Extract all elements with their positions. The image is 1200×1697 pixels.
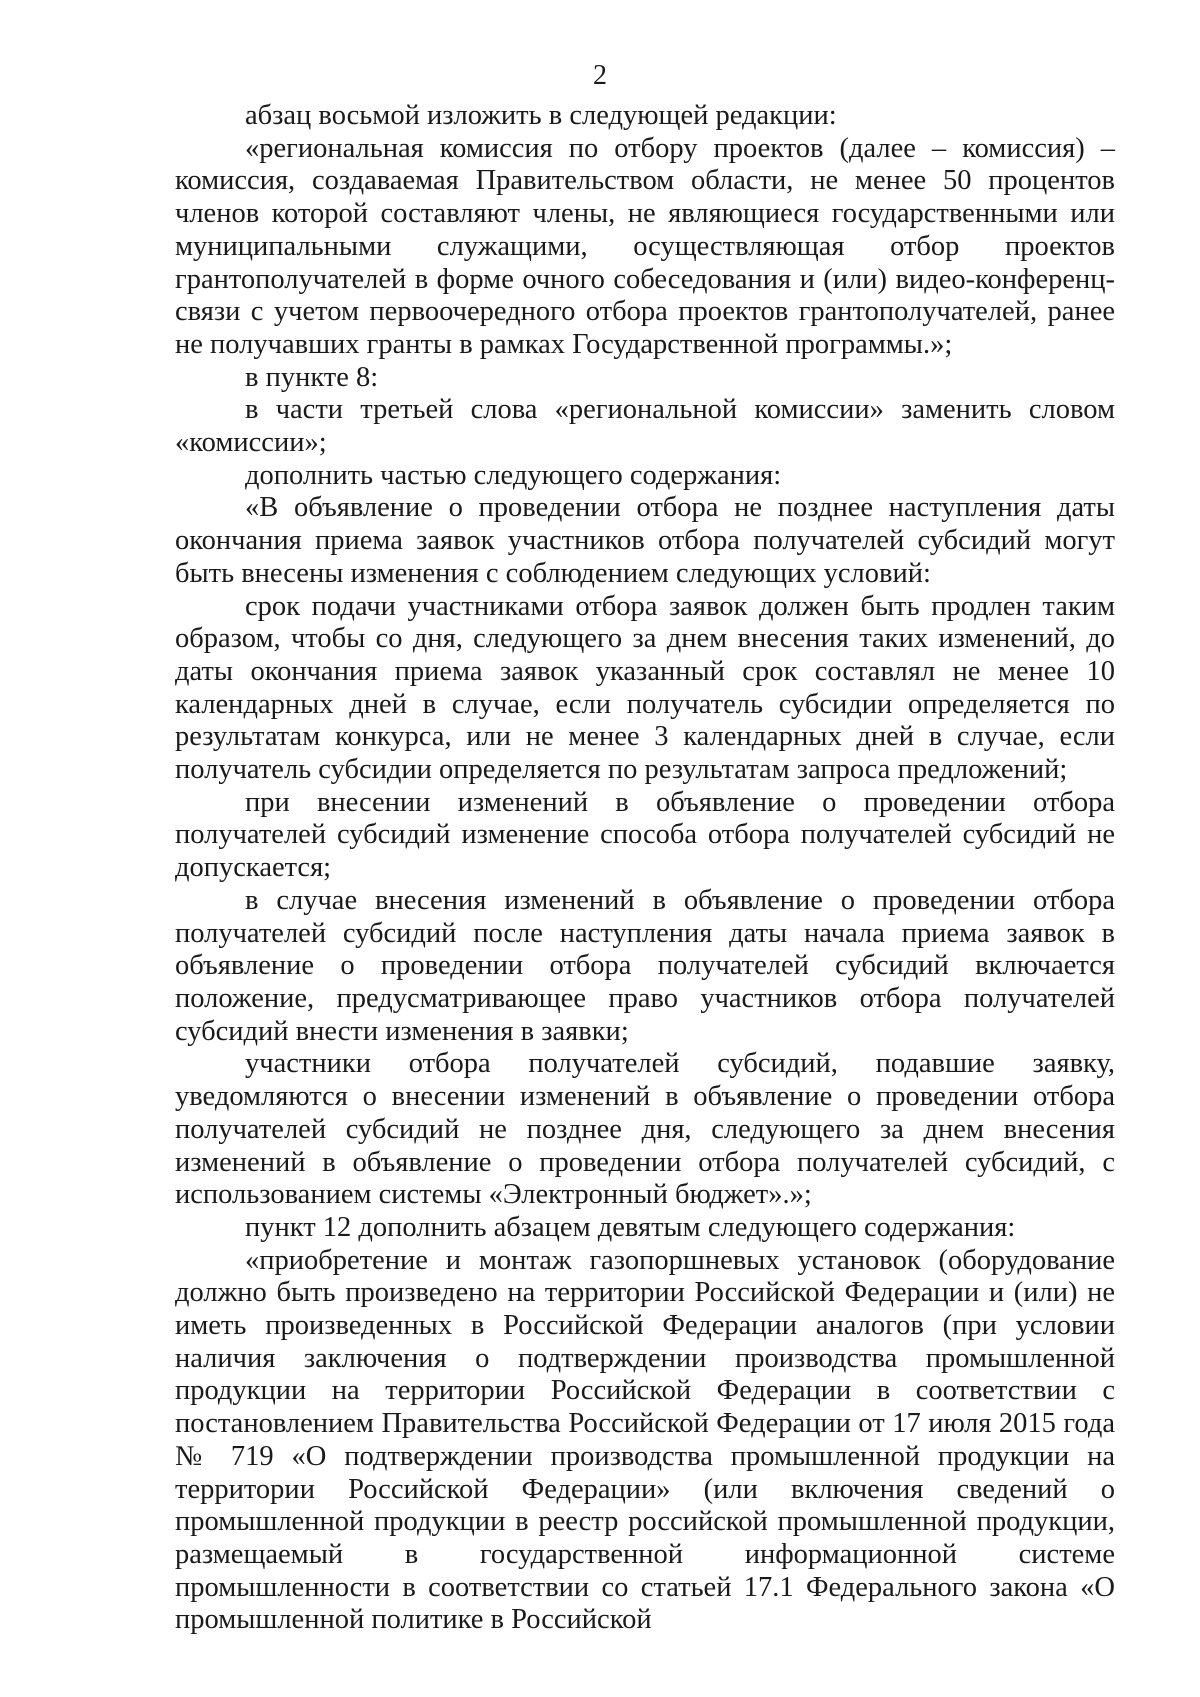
paragraph-point-8: в пункте 8: xyxy=(245,361,379,393)
paragraph-part-three-replacement: в части третьей слова «региональной комиссии» заменить словом «комиссии»; xyxy=(175,394,1115,459)
paragraph-announcement-changes: «В объявление о проведении отбора не позднее наступления даты окончания приема заявок участников отбора получателей субсидий могут быть внесены изменения с соблюдением следующих условий: xyxy=(175,492,1115,589)
paragraph-selection-method: при внесении изменений в объявление о проведении отбора получателей субсидий изменение способа отбора получателей субсидий не допускается; xyxy=(175,786,1115,884)
paragraph-supplement-part: дополнить частью следующего содержания: xyxy=(245,459,782,491)
paragraph-submission-deadline: срок подачи участниками отбора заявок должен быть продлен таким образом, чтобы со дня, следующего за днем внесения таких изменений, до даты окончания приема заявок указанный срок составлял не менее 10 календарных дней в случае, если получатель субсидии определяется по результатам конкурса, или не менее 3 календарных дней в случае, если получатель субсидии определяется по результатам запроса предложений; xyxy=(175,590,1115,786)
page-number: 2 xyxy=(593,60,607,91)
document-body xyxy=(175,100,1115,1637)
paragraph-gas-piston-installations: «приобретение и монтаж газопоршневых установок (оборудование должно быть произведено на территории Российской Федерации и (или) не иметь произведенных в Российской Федерации аналогов (при условии наличия заключения о подтверждении производства промышленной продукции на территории Российской Федерации в соответствии с постановлением Правительства Российской Федерации от 17 июля 2015 года № 719 «О подтверждении производства промышленной продукции на территории Российской Федерации» (или включения сведений о промышленной продукции в реестр российской промышленной продукции, размещаемый в государственной информационной системе промышленности в соответствии со статьей 17.1 Федерального закона «О промышленной политике в Российской xyxy=(175,1244,1115,1636)
paragraph-intro-eighth-clause: абзац восьмой изложить в следующей редакции: xyxy=(245,100,837,131)
paragraph-point-12: пункт 12 дополнить абзацем девятым следующего содержания: xyxy=(245,1211,1016,1243)
paragraph-changes-after-start: в случае внесения изменений в объявление о проведении отбора получателей субсидий после наступления даты начала приема заявок в объявление о проведении отбора получателей субсидий включается положение, предусматривающее право участников отбора получателей субсидий внести изменения в заявки; xyxy=(175,884,1115,1047)
paragraph-participant-notification: участники отбора получателей субсидий, подавшие заявку, уведомляются о внесении изменений в объявление о проведении отбора получателей субсидий не позднее дня, следующего за днем внесения изменений в объявление о проведении отбора получателей субсидий, с использованием системы «Электронный бюджет».»; xyxy=(175,1048,1115,1211)
paragraph-regional-commission-definition: «региональная комиссия по отбору проектов (далее – комиссия) – комиссия, создаваемая Правительством области, не менее 50 процентов членов которой составляют члены, не являющиеся государственными или муниципальными служащими, осуществляющая отбор проектов грантополучателей в форме очного собеседования и (или) видео-конференц-связи с учетом первоочередного отбора проектов грантополучателей, ранее не получавших гранты в рамках Государственной программы.»; xyxy=(175,132,1115,360)
